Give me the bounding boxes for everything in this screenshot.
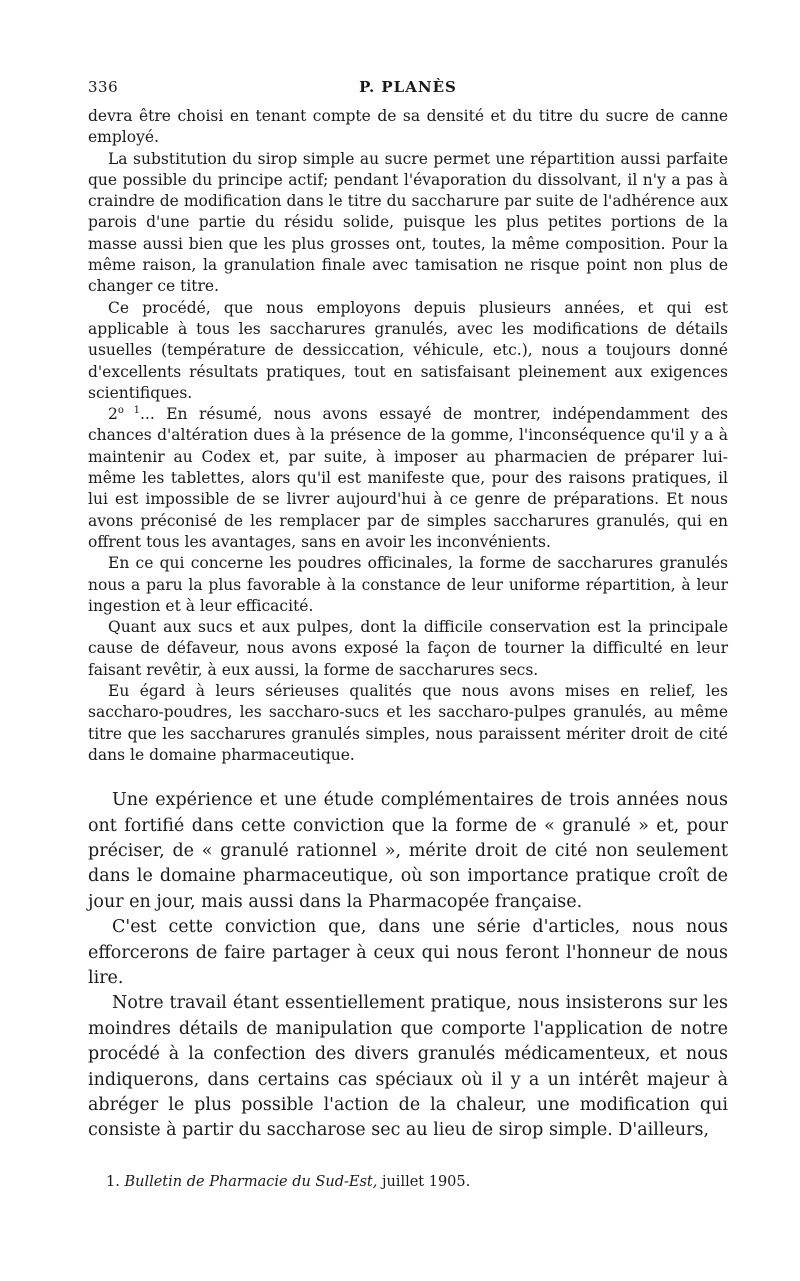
footnote-title: Bulletin de Pharmacie du Sud-Est, <box>124 1173 378 1190</box>
footnote <box>88 1172 728 1192</box>
body-large-text <box>88 788 728 1144</box>
running-head: P. PLANÈS <box>359 78 457 96</box>
footnote-number: 1. <box>106 1173 120 1190</box>
footnote-date: juillet 1905. <box>377 1173 471 1190</box>
paragraph: En ce qui concerne les poudres officinales, la forme de saccharures granulés nous a paru la plus favorable à la constance de leur uniforme répartition, à leur ingestion et à leur efficacité. <box>88 554 728 615</box>
paragraph: Une expérience et une étude complémentaires de trois années nous ont fortifié dans cette conviction que la forme de « granulé » et, pour préciser, de « granulé rationnel », mérite droit de cité non seulement dans le domaine pharmaceutique, où son importance pratique croît de jour en jour, mais aussi dans la Pharmacopée française. <box>88 790 728 912</box>
body-small-text <box>88 106 728 766</box>
section-number: 2 <box>108 405 118 424</box>
paragraph: C'est cette conviction que, dans une série d'articles, nous nous efforcerons de faire partager à ceux qui nous feront l'honneur de nous lire. <box>88 917 728 989</box>
paragraph-summary <box>88 404 728 553</box>
footnote-marker: o 1 <box>117 405 140 416</box>
paragraph: Ce procédé, que nous employons depuis plusieurs années, et qui est applicable à tous les saccharures granulés, avec les modifications de détails usuelles (température de dessiccation, véhicule, etc.), nous a toujours donné d'excellents résultats pratiques, tout en satisfaisant pleinement aux exigences scientifiques. <box>88 298 728 402</box>
paragraph-text: ... En résumé, nous avons essayé de montrer, indépendamment des chances d'altération dues à la présence de la gomme, l'inconséquence qu'il y a à maintenir au Codex et, par suite, à imposer au pharmacien de préparer lui-même les tablettes, alors qu'il est manifeste que, pour des raisons pratiques, il lui est impossible de se livrer aujourd'hui à ce genre de préparations. Et nous avons préconisé de les remplacer par de simples saccharures granulés, qui en offrent tous les avantages, sans en avoir les inconvénients. <box>88 405 729 551</box>
paragraph: La substitution du sirop simple au sucre permet une répartition aussi parfaite que possible du principe actif; pendant l'évaporation du dissolvant, il n'y a pas à craindre de modification dans le titre du saccharure par suite de l'adhérence aux parois d'une partie du résidu solide, puisque les plus petites portions de la masse aussi bien que les plus grosses ont, toutes, la même composition. Pour la même raison, la granulation finale avec tamisation ne risque point non plus de changer ce titre. <box>88 149 728 296</box>
page-number: 336 <box>88 78 119 96</box>
paragraph: Notre travail étant essentiellement pratique, nous insisterons sur les moindres détails de manipulation que comporte l'application de notre procédé à la confection des divers granulés médicamenteux, et nous indiquerons, dans certains cas spéciaux où il y a un intérêt majeur à abréger le plus possible l'action de la chaleur, une modification qui consiste à partir du saccharose sec au lieu de sirop simple. D'ailleurs, <box>88 993 728 1141</box>
page-header <box>88 78 728 102</box>
paragraph: Quant aux sucs et aux pulpes, dont la difficile conservation est la principale cause de défaveur, nous avons exposé la façon de tourner la difficulté en leur faisant revêtir, à eux aussi, la forme de saccharures secs. <box>88 618 728 679</box>
paragraph: Eu égard à leurs sérieuses qualités que nous avons mises en relief, les saccharo-poudres, les saccharo-sucs et les saccharo-pulpes granulés, au même titre que les saccharures granulés simples, nous paraissent mériter droit de cité dans le domaine pharmaceutique. <box>88 682 728 764</box>
paragraph: devra être choisi en tenant compte de sa densité et du titre du sucre de canne employé. <box>88 107 728 147</box>
document-page <box>88 78 728 1192</box>
